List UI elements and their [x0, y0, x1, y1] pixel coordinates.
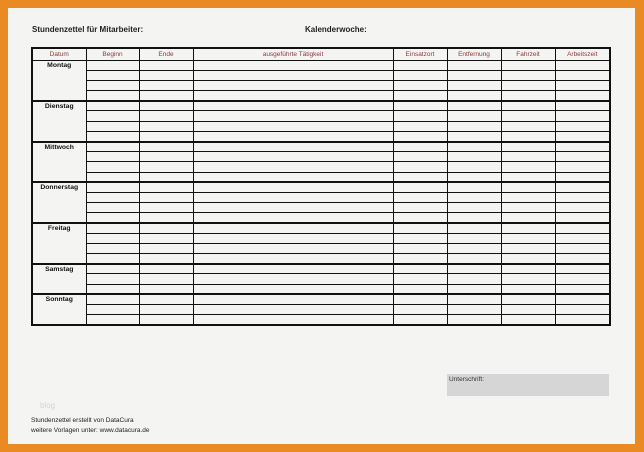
- cell-einsatzort[interactable]: [393, 152, 447, 162]
- cell-entfernung[interactable]: [447, 182, 501, 192]
- cell-einsatzort[interactable]: [393, 91, 447, 101]
- table-row: [32, 70, 610, 80]
- cell-beginn[interactable]: [86, 70, 139, 80]
- cell-entfernung[interactable]: [447, 254, 501, 264]
- table-row: [32, 274, 610, 284]
- cell-ende[interactable]: [139, 223, 193, 233]
- cell-ausgef-hrte-t-tigkeit[interactable]: [193, 305, 393, 315]
- column-header-datum: Datum: [32, 48, 86, 60]
- cell-arbeitszeit[interactable]: [555, 121, 610, 131]
- cell-entfernung[interactable]: [447, 91, 501, 101]
- cell-arbeitszeit[interactable]: [555, 274, 610, 284]
- cell-ende[interactable]: [139, 274, 193, 284]
- cell-ende[interactable]: [139, 305, 193, 315]
- cell-entfernung[interactable]: [447, 131, 501, 141]
- cell-arbeitszeit[interactable]: [555, 172, 610, 182]
- table-row: [32, 182, 610, 192]
- column-header-ausgef-hrte-t-tigkeit: ausgeführte Tätigkeit: [193, 48, 393, 60]
- cell-entfernung[interactable]: [447, 294, 501, 304]
- table-row: [32, 305, 610, 315]
- cell-ende[interactable]: [139, 91, 193, 101]
- cell-beginn[interactable]: [86, 91, 139, 101]
- cell-beginn[interactable]: [86, 243, 139, 253]
- cell-ausgef-hrte-t-tigkeit[interactable]: [193, 233, 393, 243]
- cell-entfernung[interactable]: [447, 60, 501, 70]
- cell-ausgef-hrte-t-tigkeit[interactable]: [193, 254, 393, 264]
- cell-einsatzort[interactable]: [393, 121, 447, 131]
- cell-einsatzort[interactable]: [393, 315, 447, 325]
- cell-beginn[interactable]: [86, 223, 139, 233]
- cell-beginn[interactable]: [86, 264, 139, 274]
- cell-beginn[interactable]: [86, 203, 139, 213]
- cell-entfernung[interactable]: [447, 274, 501, 284]
- cell-arbeitszeit[interactable]: [555, 91, 610, 101]
- cell-beginn[interactable]: [86, 284, 139, 294]
- cell-entfernung[interactable]: [447, 264, 501, 274]
- cell-arbeitszeit[interactable]: [555, 131, 610, 141]
- cell-arbeitszeit[interactable]: [555, 142, 610, 152]
- cell-fahrzeit[interactable]: [501, 162, 555, 172]
- cell-fahrzeit[interactable]: [501, 142, 555, 152]
- cell-ende[interactable]: [139, 70, 193, 80]
- cell-einsatzort[interactable]: [393, 70, 447, 80]
- cell-einsatzort[interactable]: [393, 233, 447, 243]
- cell-beginn[interactable]: [86, 131, 139, 141]
- day-label-donnerstag: Donnerstag: [32, 182, 86, 223]
- cell-ende[interactable]: [139, 131, 193, 141]
- cell-arbeitszeit[interactable]: [555, 315, 610, 325]
- signature-field[interactable]: [447, 374, 609, 396]
- cell-einsatzort[interactable]: [393, 213, 447, 223]
- cell-arbeitszeit[interactable]: [555, 213, 610, 223]
- cell-fahrzeit[interactable]: [501, 274, 555, 284]
- cell-einsatzort[interactable]: [393, 131, 447, 141]
- cell-ende[interactable]: [139, 60, 193, 70]
- cell-beginn[interactable]: [86, 274, 139, 284]
- cell-ende[interactable]: [139, 101, 193, 111]
- cell-ende[interactable]: [139, 213, 193, 223]
- cell-arbeitszeit[interactable]: [555, 305, 610, 315]
- cell-ende[interactable]: [139, 182, 193, 192]
- cell-beginn[interactable]: [86, 192, 139, 202]
- cell-einsatzort[interactable]: [393, 264, 447, 274]
- cell-arbeitszeit[interactable]: [555, 182, 610, 192]
- cell-einsatzort[interactable]: [393, 162, 447, 172]
- cell-entfernung[interactable]: [447, 152, 501, 162]
- table-row: [32, 60, 610, 70]
- cell-arbeitszeit[interactable]: [555, 60, 610, 70]
- table-row: [32, 152, 610, 162]
- cell-entfernung[interactable]: [447, 162, 501, 172]
- cell-fahrzeit[interactable]: [501, 91, 555, 101]
- cell-entfernung[interactable]: [447, 172, 501, 182]
- table-row: [32, 91, 610, 101]
- cell-ausgef-hrte-t-tigkeit[interactable]: [193, 131, 393, 141]
- table-row: [32, 121, 610, 131]
- table-row: [32, 243, 610, 253]
- cell-beginn[interactable]: [86, 121, 139, 131]
- employee-label: Stundenzettel für Mitarbeiter:: [32, 25, 144, 34]
- cell-ausgef-hrte-t-tigkeit[interactable]: [193, 162, 393, 172]
- cell-ende[interactable]: [139, 294, 193, 304]
- cell-entfernung[interactable]: [447, 192, 501, 202]
- cell-fahrzeit[interactable]: [501, 315, 555, 325]
- cell-beginn[interactable]: [86, 305, 139, 315]
- cell-beginn[interactable]: [86, 80, 139, 90]
- cell-fahrzeit[interactable]: [501, 233, 555, 243]
- cell-ausgef-hrte-t-tigkeit[interactable]: [193, 294, 393, 304]
- day-label-mittwoch: Mittwoch: [32, 142, 86, 183]
- cell-entfernung[interactable]: [447, 305, 501, 315]
- column-header-einsatzort: Einsatzort: [393, 48, 447, 60]
- cell-ende[interactable]: [139, 192, 193, 202]
- cell-entfernung[interactable]: [447, 243, 501, 253]
- cell-einsatzort[interactable]: [393, 203, 447, 213]
- cell-fahrzeit[interactable]: [501, 305, 555, 315]
- cell-einsatzort[interactable]: [393, 142, 447, 152]
- table-row: [32, 294, 610, 304]
- cell-ausgef-hrte-t-tigkeit[interactable]: [193, 203, 393, 213]
- cell-ende[interactable]: [139, 152, 193, 162]
- column-header-entfernung: Entfernung: [447, 48, 501, 60]
- cell-beginn[interactable]: [86, 182, 139, 192]
- day-label-montag: Montag: [32, 60, 86, 101]
- cell-fahrzeit[interactable]: [501, 223, 555, 233]
- cell-beginn[interactable]: [86, 111, 139, 121]
- cell-entfernung[interactable]: [447, 233, 501, 243]
- cell-einsatzort[interactable]: [393, 294, 447, 304]
- footer-credit: Stundenzettel erstellt von DataCura: [31, 417, 134, 424]
- cell-ende[interactable]: [139, 142, 193, 152]
- cell-ausgef-hrte-t-tigkeit[interactable]: [193, 60, 393, 70]
- table-row: [32, 80, 610, 90]
- footer-link: weitere Vorlagen unter: www.datacura.de: [31, 427, 150, 434]
- cell-arbeitszeit[interactable]: [555, 254, 610, 264]
- cell-fahrzeit[interactable]: [501, 294, 555, 304]
- cell-ausgef-hrte-t-tigkeit[interactable]: [193, 264, 393, 274]
- cell-fahrzeit[interactable]: [501, 284, 555, 294]
- cell-ausgef-hrte-t-tigkeit[interactable]: [193, 213, 393, 223]
- table-row: [32, 315, 610, 325]
- column-header-ende: Ende: [139, 48, 193, 60]
- cell-einsatzort[interactable]: [393, 192, 447, 202]
- cell-arbeitszeit[interactable]: [555, 111, 610, 121]
- cell-entfernung[interactable]: [447, 223, 501, 233]
- table-row: [32, 223, 610, 233]
- cell-beginn[interactable]: [86, 142, 139, 152]
- cell-entfernung[interactable]: [447, 70, 501, 80]
- cell-ausgef-hrte-t-tigkeit[interactable]: [193, 172, 393, 182]
- cell-ausgef-hrte-t-tigkeit[interactable]: [193, 223, 393, 233]
- cell-entfernung[interactable]: [447, 284, 501, 294]
- cell-ende[interactable]: [139, 243, 193, 253]
- cell-entfernung[interactable]: [447, 121, 501, 131]
- table-row: [32, 142, 610, 152]
- cell-ende[interactable]: [139, 233, 193, 243]
- cell-beginn[interactable]: [86, 152, 139, 162]
- table-row: [32, 264, 610, 274]
- cell-entfernung[interactable]: [447, 80, 501, 90]
- signature-label: Unterschrift:: [449, 376, 485, 383]
- cell-arbeitszeit[interactable]: [555, 223, 610, 233]
- cell-ausgef-hrte-t-tigkeit[interactable]: [193, 243, 393, 253]
- table-row: [32, 233, 610, 243]
- table-row: [32, 213, 610, 223]
- cell-ende[interactable]: [139, 80, 193, 90]
- cell-beginn[interactable]: [86, 294, 139, 304]
- cell-einsatzort[interactable]: [393, 305, 447, 315]
- cell-ausgef-hrte-t-tigkeit[interactable]: [193, 91, 393, 101]
- table-row: [32, 254, 610, 264]
- cell-fahrzeit[interactable]: [501, 60, 555, 70]
- timesheet-table: [31, 47, 611, 326]
- cell-ende[interactable]: [139, 254, 193, 264]
- cell-fahrzeit[interactable]: [501, 243, 555, 253]
- cell-fahrzeit[interactable]: [501, 152, 555, 162]
- cell-fahrzeit[interactable]: [501, 101, 555, 111]
- cell-fahrzeit[interactable]: [501, 182, 555, 192]
- cell-ende[interactable]: [139, 264, 193, 274]
- cell-beginn[interactable]: [86, 254, 139, 264]
- cell-einsatzort[interactable]: [393, 80, 447, 90]
- table-row: [32, 284, 610, 294]
- cell-beginn[interactable]: [86, 60, 139, 70]
- cell-entfernung[interactable]: [447, 203, 501, 213]
- day-label-freitag: Freitag: [32, 223, 86, 264]
- cell-arbeitszeit[interactable]: [555, 243, 610, 253]
- cell-ausgef-hrte-t-tigkeit[interactable]: [193, 80, 393, 90]
- cell-arbeitszeit[interactable]: [555, 264, 610, 274]
- table-row: [32, 203, 610, 213]
- cell-fahrzeit[interactable]: [501, 111, 555, 121]
- cell-ende[interactable]: [139, 172, 193, 182]
- day-label-samstag: Samstag: [32, 264, 86, 295]
- table-row: [32, 111, 610, 121]
- cell-arbeitszeit[interactable]: [555, 284, 610, 294]
- watermark: blog: [40, 401, 56, 410]
- cell-ausgef-hrte-t-tigkeit[interactable]: [193, 152, 393, 162]
- cell-arbeitszeit[interactable]: [555, 101, 610, 111]
- cell-ausgef-hrte-t-tigkeit[interactable]: [193, 274, 393, 284]
- cell-einsatzort[interactable]: [393, 172, 447, 182]
- cell-ende[interactable]: [139, 284, 193, 294]
- cell-fahrzeit[interactable]: [501, 264, 555, 274]
- cell-einsatzort[interactable]: [393, 111, 447, 121]
- cell-entfernung[interactable]: [447, 315, 501, 325]
- cell-arbeitszeit[interactable]: [555, 152, 610, 162]
- cell-entfernung[interactable]: [447, 213, 501, 223]
- table-row: [32, 162, 610, 172]
- cell-arbeitszeit[interactable]: [555, 203, 610, 213]
- cell-ende[interactable]: [139, 315, 193, 325]
- cell-ende[interactable]: [139, 203, 193, 213]
- cell-arbeitszeit[interactable]: [555, 192, 610, 202]
- table-row: [32, 192, 610, 202]
- cell-ausgef-hrte-t-tigkeit[interactable]: [193, 315, 393, 325]
- cell-entfernung[interactable]: [447, 101, 501, 111]
- cell-ende[interactable]: [139, 111, 193, 121]
- cell-fahrzeit[interactable]: [501, 131, 555, 141]
- cell-arbeitszeit[interactable]: [555, 80, 610, 90]
- cell-ausgef-hrte-t-tigkeit[interactable]: [193, 121, 393, 131]
- cell-einsatzort[interactable]: [393, 254, 447, 264]
- cell-beginn[interactable]: [86, 162, 139, 172]
- table-row: [32, 131, 610, 141]
- column-header-beginn: Beginn: [86, 48, 139, 60]
- cell-einsatzort[interactable]: [393, 223, 447, 233]
- day-label-sonntag: Sonntag: [32, 294, 86, 325]
- cell-ausgef-hrte-t-tigkeit[interactable]: [193, 284, 393, 294]
- cell-ausgef-hrte-t-tigkeit[interactable]: [193, 101, 393, 111]
- cell-arbeitszeit[interactable]: [555, 294, 610, 304]
- cell-fahrzeit[interactable]: [501, 192, 555, 202]
- cell-fahrzeit[interactable]: [501, 70, 555, 80]
- cell-beginn[interactable]: [86, 172, 139, 182]
- cell-ausgef-hrte-t-tigkeit[interactable]: [193, 142, 393, 152]
- cell-fahrzeit[interactable]: [501, 80, 555, 90]
- column-header-fahrzeit: Fahrzeit: [501, 48, 555, 60]
- column-header-arbeitszeit: Arbeitszeit: [555, 48, 610, 60]
- cell-fahrzeit[interactable]: [501, 203, 555, 213]
- cell-ausgef-hrte-t-tigkeit[interactable]: [193, 192, 393, 202]
- table-row: [32, 101, 610, 111]
- cell-entfernung[interactable]: [447, 111, 501, 121]
- cell-fahrzeit[interactable]: [501, 254, 555, 264]
- week-label: Kalenderwoche:: [305, 25, 367, 34]
- cell-ausgef-hrte-t-tigkeit[interactable]: [193, 182, 393, 192]
- cell-fahrzeit[interactable]: [501, 213, 555, 223]
- cell-einsatzort[interactable]: [393, 243, 447, 253]
- cell-einsatzort[interactable]: [393, 274, 447, 284]
- cell-ausgef-hrte-t-tigkeit[interactable]: [193, 111, 393, 121]
- cell-ende[interactable]: [139, 162, 193, 172]
- header-row: [32, 48, 610, 60]
- cell-ende[interactable]: [139, 121, 193, 131]
- cell-beginn[interactable]: [86, 101, 139, 111]
- cell-ausgef-hrte-t-tigkeit[interactable]: [193, 70, 393, 80]
- cell-beginn[interactable]: [86, 233, 139, 243]
- cell-beginn[interactable]: [86, 213, 139, 223]
- cell-einsatzort[interactable]: [393, 101, 447, 111]
- cell-entfernung[interactable]: [447, 142, 501, 152]
- cell-fahrzeit[interactable]: [501, 121, 555, 131]
- cell-fahrzeit[interactable]: [501, 172, 555, 182]
- cell-einsatzort[interactable]: [393, 182, 447, 192]
- table-row: [32, 172, 610, 182]
- cell-arbeitszeit[interactable]: [555, 233, 610, 243]
- cell-einsatzort[interactable]: [393, 284, 447, 294]
- cell-einsatzort[interactable]: [393, 60, 447, 70]
- cell-beginn[interactable]: [86, 315, 139, 325]
- cell-arbeitszeit[interactable]: [555, 70, 610, 80]
- cell-arbeitszeit[interactable]: [555, 162, 610, 172]
- day-label-dienstag: Dienstag: [32, 101, 86, 142]
